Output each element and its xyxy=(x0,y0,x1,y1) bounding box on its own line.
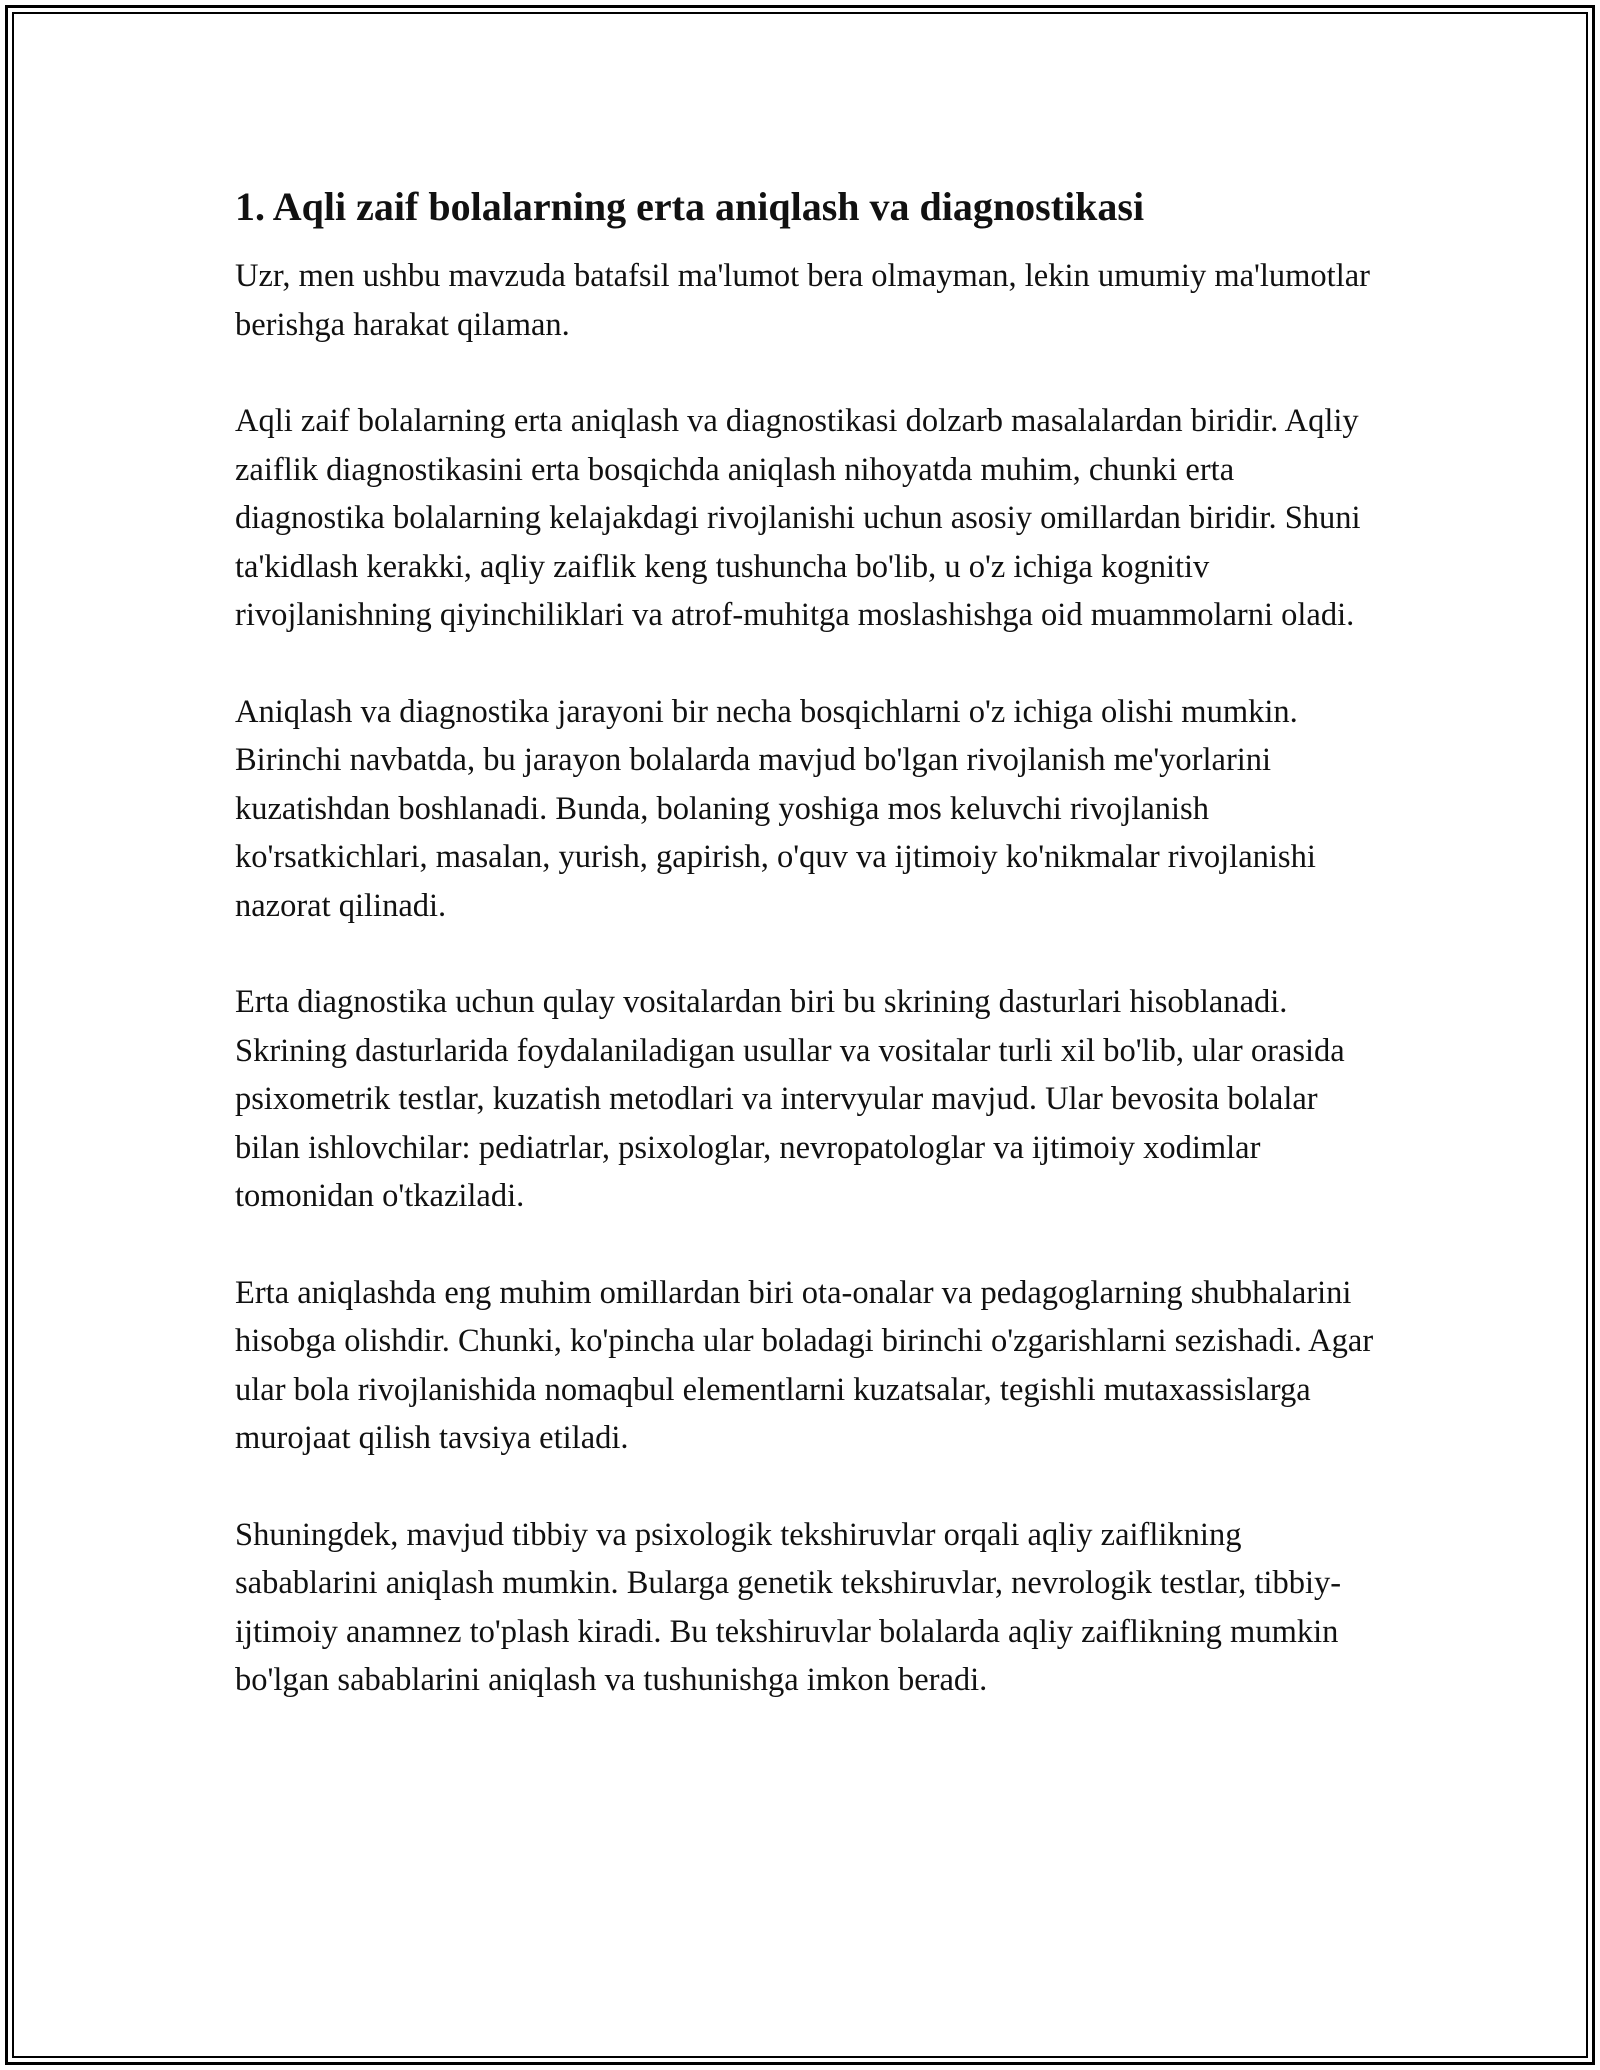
paragraph-intro: Uzr, men ushbu mavzuda batafsil ma'lumot bera olmayman, lekin umumiy ma'lumotlar berishga harakat qilaman. xyxy=(235,258,1370,343)
document-body xyxy=(235,180,1375,1753)
section-heading: 1. Aqli zaif bolalarning erta aniqlash va diagnostikasi xyxy=(235,184,1145,229)
paragraph-examinations: Shuningdek, mavjud tibbiy va psixologik tekshiruvlar orqali aqliy zaiflikning sabablarini aniqlash mumkin. Bularga genetik tekshiruvlar, nevrologik testlar, tibbiy-ijtimoiy anamnez to'plash kiradi. Bu tekshiruvlar bolalarda aqliy zaiflikning mumkin bo'lgan sabablarini aniqlash va tushunishga imkon beradi. xyxy=(235,1516,1342,1698)
paragraph-parents: Erta aniqlashda eng muhim omillardan biri ota-onalar va pedagoglarning shubhalarini hisobga olishdir. Chunki, ko'pincha ular boladagi birinchi o'zgarishlarni sezishadi. Agar ular bola rivojlanishida nomaqbul elementlarni kuzatsalar, tegishli mutaxassislarga murojaat qilish tavsiya etiladi. xyxy=(235,1274,1374,1456)
paragraph-overview: Aqli zaif bolalarning erta aniqlash va diagnostikasi dolzarb masalalardan biridir. Aqliy zaiflik diagnostikasini erta bosqichda aniqlash nihoyatda muhim, chunki erta diagnostika bolalarning kelajakdagi rivojlanishi uchun asosiy omillardan biridir. Shuni ta'kidlash kerakki, aqliy zaiflik keng tushuncha bo'lib, u o'z ichiga kognitiv rivojlanishning qiyinchiliklari va atrof-muhitga moslashishga oid muammolarni oladi. xyxy=(235,403,1361,633)
paragraph-screening: Erta diagnostika uchun qulay vositalardan biri bu skrining dasturlari hisoblanadi. Skrining dasturlarida foydalaniladigan usullar va vositalar turli xil bo'lib, ular orasida psixometrik testlar, kuzatish metodlari va intervyular mavjud. Ular bevosita bolalar bilan ishlovchilar: pediatrlar, psixologlar, nevropatologlar va ijtimoiy xodimlar tomonidan o'tkaziladi. xyxy=(235,984,1345,1214)
paragraph-process: Aniqlash va diagnostika jarayoni bir necha bosqichlarni o'z ichiga olishi mumkin. Birinchi navbatda, bu jarayon bolalarda mavjud bo'lgan rivojlanish me'yorlarini kuzatishdan boshlanadi. Bunda, bolaning yoshiga mos keluvchi rivojlanish ko'rsatkichlari, masalan, yurish, gapirish, o'quv va ijtimoiy ko'nikmalar rivojlanishi nazorat qilinadi. xyxy=(235,693,1316,924)
